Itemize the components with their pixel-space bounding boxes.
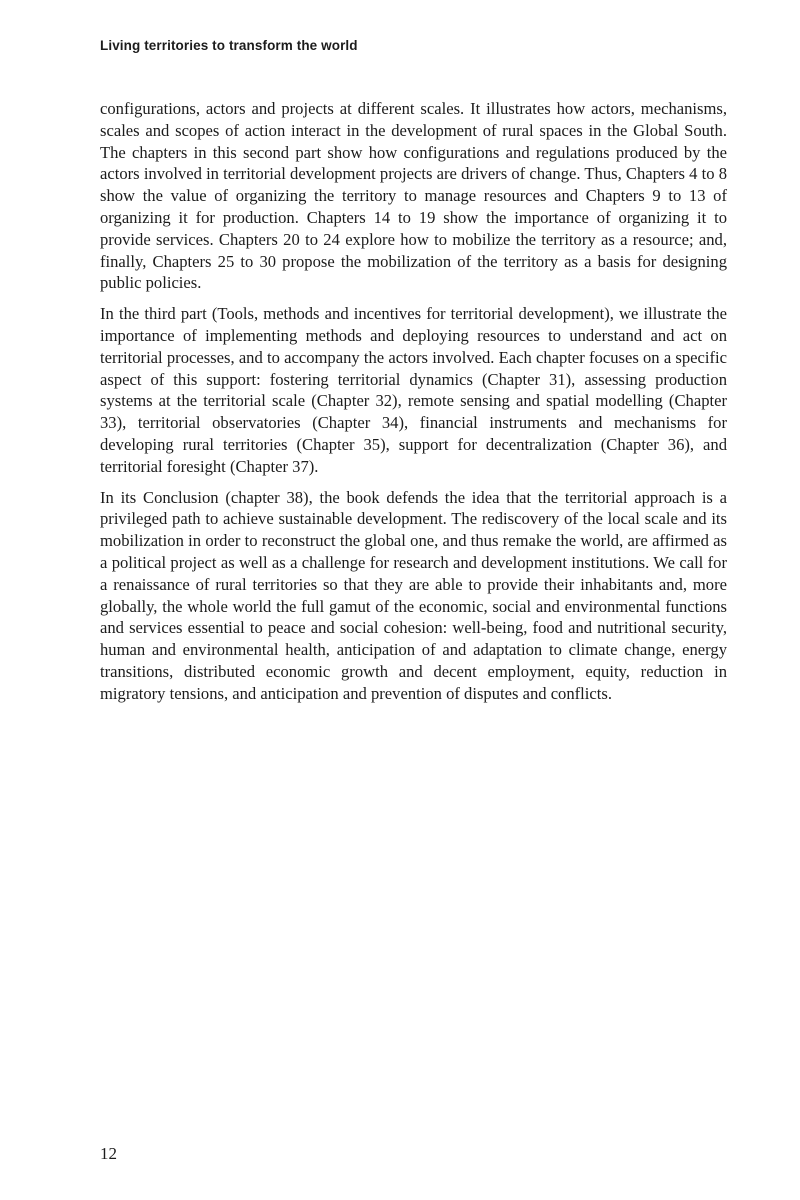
paragraph: In its Conclusion (chapter 38), the book defends the idea that the territorial approach is a privileged path to achieve sustainable development. The rediscovery of the local scale and its mobilization in order to reconstruct the global one, and thus remake the world, are affirmed as a political project as well as a challenge for research and development institutions. We call for a renaissance of rural territories so that they are able to provide their inhabitants and, more globally, the whole world the full gamut of the economic, social and environmental functions and services essential to peace and social cohesion: well-being, food and nutritional security, human and environmental health, anticipation of and adaptation to climate change, energy transitions, distributed economic growth and decent employment, equity, reduction in migratory tensions, and anticipation and prevention of disputes and conflicts.: [100, 487, 727, 703]
page-number: 12: [100, 1144, 117, 1163]
body-text: [100, 98, 727, 705]
paragraph: configurations, actors and projects at different scales. It illustrates how actors, mechanisms, scales and scopes of action interact in the development of rural spaces in the Global South. The chapters in this second part show how configurations and regulations produced by the actors involved in territorial development projects are drivers of change. Thus, Chapters 4 to 8 show the value of organizing the territory to manage resources and Chapters 9 to 13 of organizing it for production. Chapters 14 to 19 show the importance of organizing it to provide services. Chapters 20 to 24 explore how to mobilize the territory as a resource; and, finally, Chapters 25 to 30 propose the mobilization of the territory as a basis for designing public policies.: [100, 99, 727, 293]
running-header: Living territories to transform the world: [100, 38, 358, 53]
paragraph: In the third part (Tools, methods and incentives for territorial development), we illustrate the importance of implementing methods and deploying resources to understand and act on territorial processes, and to accompany the actors involved. Each chapter focuses on a specific aspect of this support: fostering territorial dynamics (Chapter 31), assessing production systems at the territorial scale (Chapter 32), remote sensing and spatial modelling (Chapter 33), territorial observatories (Chapter 34), financial instruments and mechanisms for developing rural territories (Chapter 35), support for decentralization (Chapter 36), and territorial foresight (Chapter 37).: [100, 304, 727, 476]
